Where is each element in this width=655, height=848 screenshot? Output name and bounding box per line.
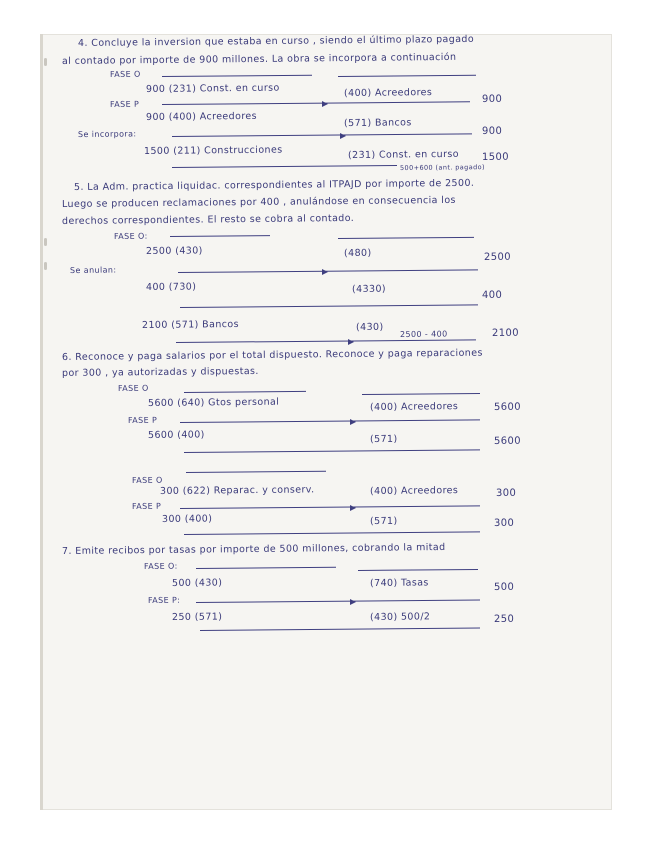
s5-entry1-amount: 2500 [483, 251, 512, 263]
s6-entry3-credit: (400) Acreedores [369, 485, 459, 497]
s4-entry2-debit: 900 (400) Acreedores [145, 110, 258, 123]
s6-entry2-credit: (571) [369, 433, 398, 445]
s4-entry3-amount: 1500 [481, 151, 510, 163]
s5-entry2-amount: 400 [481, 289, 503, 301]
arrow-icon [350, 419, 356, 425]
s5-entry3-credit: (430) [355, 321, 384, 333]
s6-entry1-debit: 5600 (640) Gtos personal [147, 396, 280, 409]
s7-entry1-debit: 500 (430) [171, 577, 223, 589]
page-mark [44, 238, 47, 246]
s6-entry3-amount: 300 [495, 487, 517, 499]
s6-entry4-credit: (571) [369, 515, 398, 527]
s6-entry3-debit: 300 (622) Reparac. y conserv. [159, 484, 315, 497]
arrow-icon [348, 339, 354, 345]
s5-entry3-amount: 2100 [491, 327, 520, 339]
s6-entry4-amount: 300 [493, 517, 515, 529]
s4-entry3-note: 500+600 (ant. pagado) [399, 163, 485, 172]
s4-entry2-amount: 900 [481, 125, 503, 137]
page-edge [40, 34, 43, 810]
s4-entry3-credit: (231) Const. en curso [347, 148, 460, 161]
s4-fase-o-label: FASE O [109, 69, 141, 79]
s4-intro-line1: 4. Concluye la inversion que estaba en curso , siendo el último plazo pagado [77, 33, 475, 49]
s6-entry2-amount: 5600 [493, 435, 522, 447]
arrow-icon [340, 133, 346, 139]
s5-entry3-calc: 2500 - 400 [399, 329, 448, 339]
s4-entry1-amount: 900 [481, 93, 503, 105]
s4-intro-line2: al contado por importe de 900 millones. La obra se incorpora a continuación [61, 51, 457, 67]
page-mark [44, 262, 47, 270]
s6-fase-p-label: FASE P [127, 415, 158, 425]
s5-entry2-debit: 400 (730) [145, 281, 197, 293]
s5-entry1-credit: (480) [343, 247, 372, 259]
s5-intro-line2: Luego se producen reclamaciones por 400 , anulándose en consecuencia los [61, 194, 456, 210]
s5-intro-line3: derechos correspondientes. El resto se cobra al contado. [61, 212, 355, 227]
s5-intro-line1: 5. La Adm. practica liquidac. correspondientes al ITPAJD por importe de 2500. [73, 177, 475, 193]
s7-fase-p-label: FASE P: [147, 595, 181, 605]
s6-intro-line1: 6. Reconoce y paga salarios por el total dispuesto. Reconoce y paga reparaciones [61, 347, 483, 363]
s7-entry1-credit: (740) Tasas [369, 577, 429, 589]
s5-entry1-debit: 2500 (430) [145, 245, 203, 257]
s4-entry2-credit: (571) Bancos [343, 117, 412, 129]
s4-entry1-debit: 900 (231) Const. en curso [145, 82, 280, 95]
s5-fase-o-label: FASE O: [113, 231, 148, 241]
s6-entry1-amount: 5600 [493, 401, 522, 413]
s7-entry2-debit: 250 (571) [171, 611, 223, 623]
s7-intro-line1: 7. Emite recibos por tasas por importe de 500 millones, cobrando la mitad [61, 541, 446, 557]
s7-entry2-amount: 250 [493, 613, 515, 625]
notebook-page [40, 34, 612, 810]
s6-fase-o2-label: FASE O [131, 475, 163, 485]
s5-se-anulan-label: Se anulan: [69, 265, 117, 275]
s7-fase-o-label: FASE O: [143, 561, 178, 571]
arrow-icon [350, 505, 356, 511]
s6-fase-p2-label: FASE P [131, 501, 162, 511]
s6-fase-o-label: FASE O [117, 383, 149, 393]
arrow-icon [322, 269, 328, 275]
s6-entry4-debit: 300 (400) [161, 513, 213, 525]
page-mark [44, 58, 47, 66]
s5-entry2-credit: (4330) [351, 283, 387, 295]
arrow-icon [350, 599, 356, 605]
s7-entry2-credit: (430) 500/2 [369, 611, 431, 623]
s4-fase-p-label: FASE P [109, 99, 140, 109]
s6-intro-line2: por 300 , ya autorizadas y dispuestas. [61, 365, 259, 379]
s5-entry3-debit: 2100 (571) Bancos [141, 318, 239, 331]
s7-entry1-amount: 500 [493, 581, 515, 593]
s6-entry2-debit: 5600 (400) [147, 429, 205, 441]
s4-entry1-credit: (400) Acreedores [343, 87, 433, 99]
s4-entry3-debit: 1500 (211) Construcciones [143, 144, 283, 157]
arrow-icon [322, 101, 328, 107]
s4-se-incorpora-label: Se incorpora: [77, 129, 137, 139]
s6-entry1-credit: (400) Acreedores [369, 401, 459, 413]
